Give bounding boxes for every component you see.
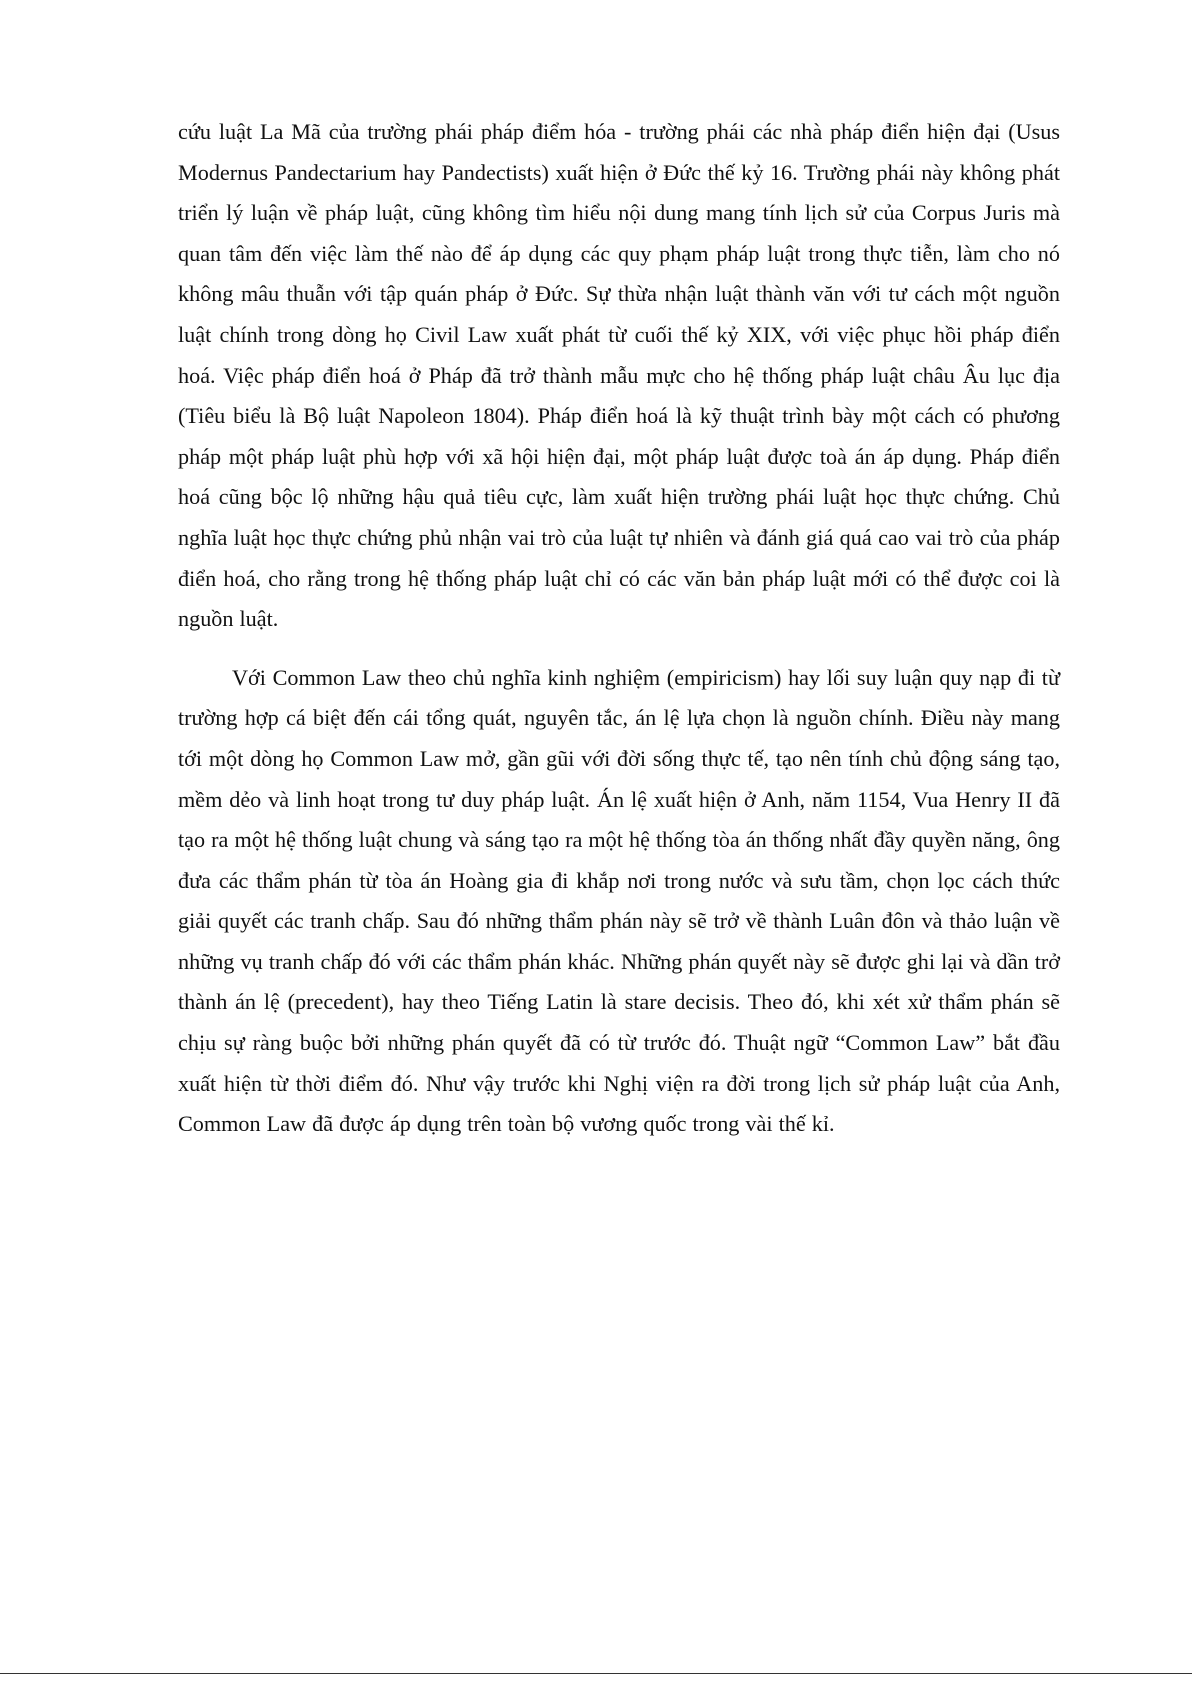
footer-divider [0,1673,1192,1674]
paragraph-civil-law: cứu luật La Mã của trường phái pháp điểm hóa - trường phái các nhà pháp điển hiện đại (Usus Modernus Pandectarium hay Pandectists) xuất hiện ở Đức thế kỷ 16. Trường phái này không phát triển lý luận về pháp luật, cũng không tìm hiểu nội dung mang tính lịch sử của Corpus Juris mà quan tâm đến việc làm thế nào để áp dụng các quy phạm pháp luật trong thực tiễn, làm cho nó không mâu thuẫn với tập quán pháp ở Đức. Sự thừa nhận luật thành văn với tư cách một nguồn luật chính trong dòng họ Civil Law xuất phát từ cuối thế kỷ XIX, với việc phục hồi pháp điển hoá. Việc pháp điển hoá ở Pháp đã trở thành mẫu mực cho hệ thống pháp luật châu Âu lục địa (Tiêu biểu là Bộ luật Napoleon 1804). Pháp điển hoá là kỹ thuật trình bày một cách có phương pháp một pháp luật phù hợp với xã hội hiện đại, một pháp luật được toà án áp dụng. Pháp điển hoá cũng bộc lộ những hậu quả tiêu cực, làm xuất hiện trường phái luật học thực chứng. Chủ nghĩa luật học thực chứng phủ nhận vai trò của luật tự nhiên và đánh giá quá cao vai trò của pháp điển hoá, cho rằng trong hệ thống pháp luật chỉ có các văn bản pháp luật mới có thể được coi là nguồn luật. [178,119,1060,632]
document-body [178,112,1060,1145]
paragraph-common-law: Với Common Law theo chủ nghĩa kinh nghiệm (empiricism) hay lối suy luận quy nạp đi từ trường hợp cá biệt đến cái tổng quát, nguyên tắc, án lệ lựa chọn là nguồn chính. Điều này mang tới một dòng họ Common Law mở, gần gũi với đời sống thực tế, tạo nên tính chủ động sáng tạo, mềm dẻo và linh hoạt trong tư duy pháp luật. Án lệ xuất hiện ở Anh, năm 1154, Vua Henry II đã tạo ra một hệ thống luật chung và sáng tạo ra một hệ thống tòa án thống nhất đầy quyền năng, ông đưa các thẩm phán từ tòa án Hoàng gia đi khắp nơi trong nước và sưu tầm, chọn lọc cách thức giải quyết các tranh chấp. Sau đó những thẩm phán này sẽ trở về thành Luân đôn và thảo luận về những vụ tranh chấp đó với các thẩm phán khác. Những phán quyết này sẽ được ghi lại và dần trở thành án lệ (precedent), hay theo Tiếng Latin là stare decisis. Theo đó, khi xét xử thẩm phán sẽ chịu sự ràng buộc bởi những phán quyết đã có từ trước đó. Thuật ngữ “Common Law” bắt đầu xuất hiện từ thời điểm đó. Như vậy trước khi Nghị viện ra đời trong lịch sử pháp luật của Anh, Common Law đã được áp dụng trên toàn bộ vương quốc trong vài thế kỉ. [178,664,1060,1137]
